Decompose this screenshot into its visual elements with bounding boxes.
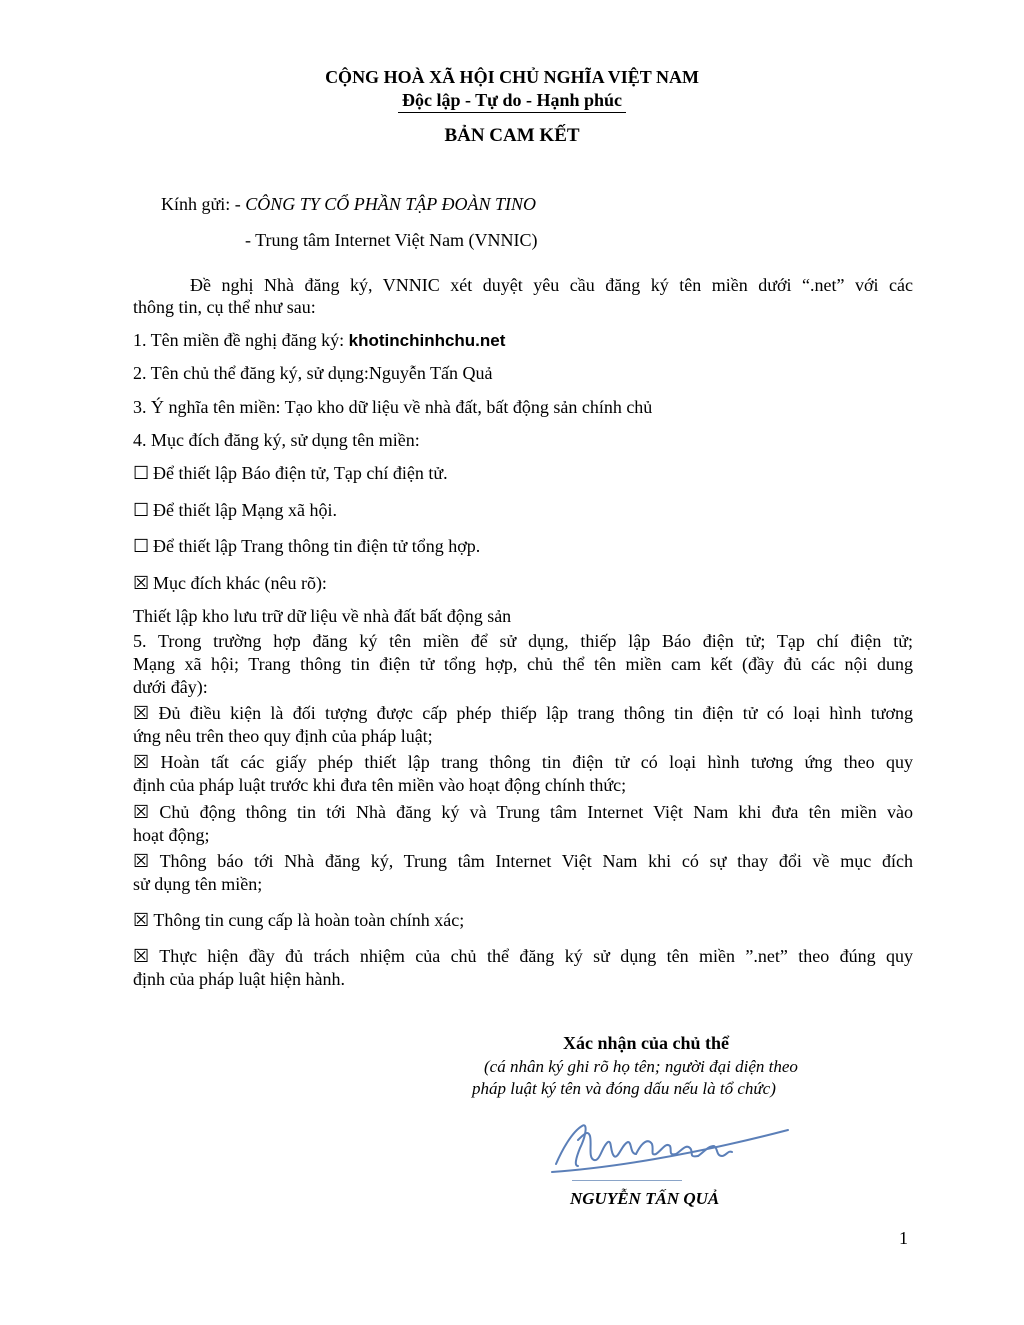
commitment-text: Thông báo tới Nhà đăng ký, Trung tâm Internet Việt Nam khi có sự thay đổi về mục đích [159, 851, 913, 871]
motto-text: Độc lập - Tự do - Hạnh phúc [398, 89, 626, 113]
commitment-line [133, 850, 913, 872]
checkbox-checked-icon: ☒ [133, 802, 150, 822]
checkbox-checked-icon: ☒ [133, 573, 150, 593]
signature-note-1: (cá nhân ký ghi rõ họ tên; người đại diện theo [484, 1057, 798, 1076]
signatory-name: NGUYỄN TẤN QUẢ [570, 1189, 720, 1208]
checkbox-checked-icon: ☒ [133, 851, 150, 871]
purpose-option [133, 462, 448, 484]
commitment-line [133, 801, 913, 823]
commitment-line [133, 909, 464, 931]
document-title: BẢN CAM KẾT [444, 125, 580, 146]
purpose-option [133, 572, 327, 594]
recipient-vnnic: - Trung tâm Internet Việt Nam (VNNIC) [245, 230, 538, 250]
signature-underline [572, 1180, 682, 1181]
commitment-intro-line-2: Mạng xã hội; Trang thông tin điện tử tổng hợp, chủ thể tên miền cam kết (đầy đủ các nội dung [133, 654, 913, 674]
checkbox-checked-icon: ☒ [133, 910, 150, 930]
purpose-text: Để thiết lập Báo điện tử, Tạp chí điện tử. [153, 463, 448, 483]
commitment-line [133, 945, 913, 967]
commitment-continuation: sử dụng tên miền; [133, 874, 263, 894]
commitment-continuation: định của pháp luật trước khi đưa tên miền vào hoạt động chính thức; [133, 775, 627, 795]
commitment-line [133, 751, 913, 773]
signature-heading: Xác nhận của chủ thể [563, 1033, 730, 1053]
checkbox-unchecked-icon: ☐ [133, 463, 150, 483]
page-number: 1 [899, 1228, 908, 1248]
recipients-line-1 [161, 193, 536, 215]
purpose-text: Để thiết lập Mạng xã hội. [153, 500, 337, 520]
commitment-text: Hoàn tất các giấy phép thiết lập trang thông tin điện tử có loại hình tương ứng theo quy [160, 752, 914, 772]
handwritten-signature [548, 1112, 808, 1184]
item-domain [133, 329, 505, 352]
item-owner: 2. Tên chủ thể đăng ký, sử dụng:Nguyễn Tấn Quả [133, 363, 493, 383]
purpose-text: Để thiết lập Trang thông tin điện tử tổng hợp. [153, 536, 481, 556]
other-purpose-text: Thiết lập kho lưu trữ dữ liệu về nhà đất bất động sản [133, 606, 512, 626]
commitment-continuation: định của pháp luật hiện hành. [133, 969, 345, 989]
recipients-label: Kính gửi: - [161, 194, 241, 214]
commitment-line [133, 702, 913, 724]
commitment-text: Thông tin cung cấp là hoàn toàn chính xác; [153, 910, 465, 930]
nation-heading: CỘNG HOÀ XÃ HỘI CHỦ NGHĨA VIỆT NAM [325, 67, 699, 87]
commitment-intro-line-1: 5. Trong trường hợp đăng ký tên miền để sử dụng, thiếp lập Báo điện tử; Tạp chí điện tử; [133, 631, 913, 651]
signature-note-2: pháp luật ký tên và đóng dấu nếu là tổ chức) [472, 1079, 776, 1098]
checkbox-unchecked-icon: ☐ [133, 536, 150, 556]
commitment-intro-line-3: dưới đây): [133, 677, 208, 697]
checkbox-unchecked-icon: ☐ [133, 500, 150, 520]
motto [0, 89, 1024, 113]
checkbox-checked-icon: ☒ [133, 946, 150, 966]
domain-value: khotinchinhchu.net [348, 331, 506, 350]
commitment-text: Đủ điều kiện là đối tượng được cấp phép thiếp lập trang thông tin điện tử có loại hình tương [158, 703, 914, 723]
purpose-option [133, 499, 337, 521]
commitment-text: Chủ động thông tin tới Nhà đăng ký và Trung tâm Internet Việt Nam khi đưa tên miền vào [159, 802, 914, 822]
domain-label: 1. Tên miền đề nghị đăng ký: [133, 330, 345, 350]
item-meaning: 3. Ý nghĩa tên miền: Tạo kho dữ liệu về nhà đất, bất động sản chính chủ [133, 397, 653, 417]
commitment-continuation: hoạt động; [133, 825, 210, 845]
intro-line-1: Đề nghị Nhà đăng ký, VNNIC xét duyệt yêu cầu đăng ký tên miền dưới “.net” với các [190, 275, 913, 295]
recipient-company: CÔNG TY CỔ PHẦN TẬP ĐOÀN TINO [245, 194, 536, 214]
commitment-continuation: ứng nêu trên theo quy định của pháp luật; [133, 726, 433, 746]
checkbox-checked-icon: ☒ [133, 703, 150, 723]
purpose-text: Mục đích khác (nêu rõ): [153, 573, 327, 593]
item-purpose-heading: 4. Mục đích đăng ký, sử dụng tên miền: [133, 430, 420, 450]
intro-line-2: thông tin, cụ thể như sau: [133, 297, 316, 317]
commitment-text: Thực hiện đầy đủ trách nhiệm của chủ thể đăng ký sử dụng tên miền ”.net” theo đúng quy [159, 946, 913, 966]
checkbox-checked-icon: ☒ [133, 752, 150, 772]
purpose-option [133, 535, 480, 557]
